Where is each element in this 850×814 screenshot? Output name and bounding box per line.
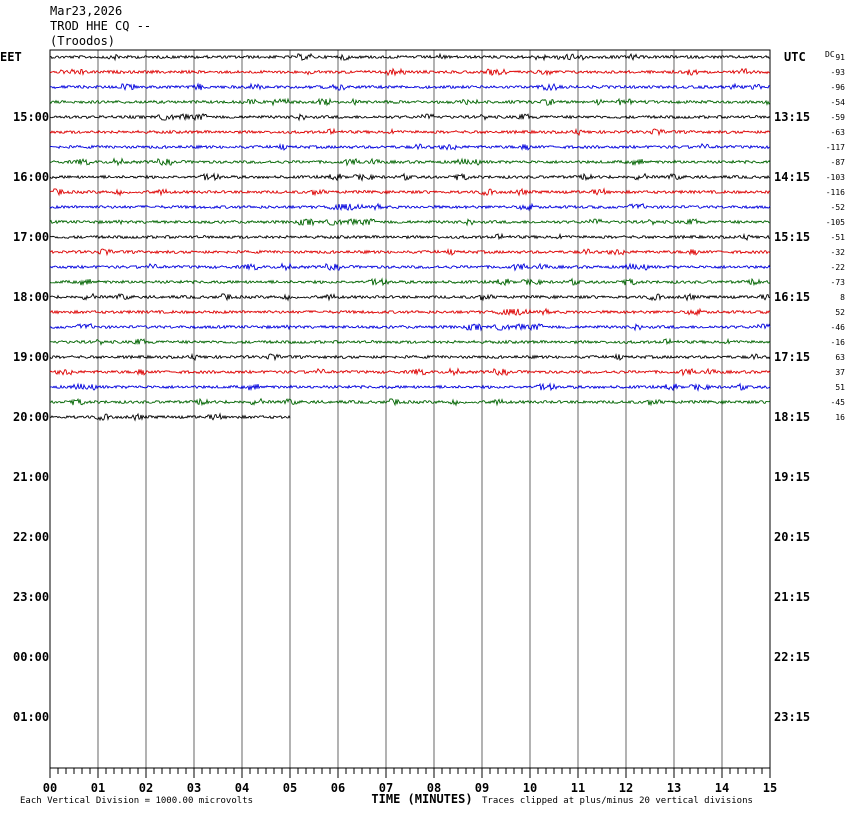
trace-line — [50, 309, 770, 315]
x-tick-label: 02 — [138, 781, 154, 795]
dc-offset: 52 — [835, 308, 845, 317]
dc-offset: -116 — [825, 188, 845, 197]
trace-line — [50, 324, 770, 330]
trace-line — [50, 354, 770, 360]
trace-line — [50, 99, 770, 105]
left-zone-label: EET — [0, 50, 22, 64]
dc-offset: -52 — [830, 203, 845, 212]
clip-note: Traces clipped at plus/minus 20 vertical divisions — [482, 796, 753, 806]
trace-line — [50, 144, 770, 150]
dc-offset: -22 — [830, 263, 845, 272]
trace-line — [50, 219, 770, 225]
right-hour-label: 22:15 — [774, 650, 811, 664]
x-tick-label: 14 — [714, 781, 730, 795]
left-hour-label: 22:00 — [13, 530, 50, 544]
dc-offset: 8 — [840, 293, 845, 302]
seismic-traces — [50, 54, 770, 420]
dc-offset: -59 — [830, 113, 845, 122]
trace-line — [50, 234, 770, 240]
right-zone-label: UTC — [784, 50, 806, 64]
x-tick-label: 12 — [618, 781, 634, 795]
x-tick-label: 00 — [42, 781, 58, 795]
dc-offset: -73 — [830, 278, 845, 287]
x-tick-label: 05 — [282, 781, 298, 795]
x-tick-label: 08 — [426, 781, 442, 795]
left-hour-label: 15:00 — [13, 110, 50, 124]
date-label: Mar23,2026 — [50, 4, 123, 18]
dc-offset: -32 — [830, 248, 845, 257]
right-hour-label: 13:15 — [774, 110, 811, 124]
right-hour-label: 20:15 — [774, 530, 811, 544]
trace-line — [50, 189, 770, 195]
station-label: TROD HHE CQ -- — [50, 19, 152, 33]
right-hour-label: 14:15 — [774, 170, 811, 184]
left-hour-label: 17:00 — [13, 230, 50, 244]
right-hour-label: 23:15 — [774, 710, 811, 724]
x-tick-label: 04 — [234, 781, 250, 795]
x-tick-label: 06 — [330, 781, 346, 795]
dc-offset: 37 — [835, 368, 845, 377]
x-tick-label: 11 — [570, 781, 586, 795]
trace-line — [50, 249, 770, 255]
trace-line — [50, 114, 770, 120]
left-hour-label: 16:00 — [13, 170, 50, 184]
trace-line — [50, 414, 290, 420]
x-tick-label: 03 — [186, 781, 202, 795]
x-tick-label: 15 — [762, 781, 778, 795]
dc-offset: -63 — [830, 128, 845, 137]
location-label: (Troodos) — [50, 34, 116, 48]
dc-offset: 51 — [835, 383, 845, 392]
dc-label: DC — [825, 50, 835, 59]
trace-line — [50, 294, 770, 300]
left-hour-label: 00:00 — [13, 650, 50, 664]
x-tick-label: 09 — [474, 781, 490, 795]
trace-line — [50, 54, 770, 60]
left-hour-label: 21:00 — [13, 470, 50, 484]
dc-offset: -117 — [825, 143, 845, 152]
trace-line — [50, 159, 770, 165]
dc-offset: -103 — [825, 173, 845, 182]
right-hour-label: 17:15 — [774, 350, 811, 364]
dc-offset: -46 — [830, 323, 845, 332]
scale-note: Each Vertical Division = 1000.00 microvolts — [20, 796, 253, 806]
x-tick-label: 07 — [378, 781, 394, 795]
trace-line — [50, 384, 770, 390]
dc-offset: -87 — [830, 158, 845, 167]
dc-offset: -45 — [830, 398, 845, 407]
right-hour-label: 21:15 — [774, 590, 811, 604]
x-tick-label: 01 — [90, 781, 106, 795]
trace-line — [50, 69, 770, 75]
right-hour-label: 19:15 — [774, 470, 811, 484]
trace-line — [50, 399, 770, 405]
x-axis-title: TIME (MINUTES) — [371, 792, 473, 806]
trace-line — [50, 279, 770, 285]
dc-offset: 91 — [835, 53, 845, 62]
trace-line — [50, 264, 770, 270]
trace-line — [50, 204, 770, 210]
dc-offset: -93 — [830, 68, 845, 77]
trace-line — [50, 174, 770, 180]
right-hour-label: 16:15 — [774, 290, 811, 304]
left-hour-label: 23:00 — [13, 590, 50, 604]
trace-line — [50, 84, 770, 90]
trace-line — [50, 369, 770, 375]
minute-grid — [50, 50, 770, 768]
plot-frame — [50, 50, 770, 768]
dc-offset: -96 — [830, 83, 845, 92]
x-tick-label: 13 — [666, 781, 682, 795]
left-hour-label: 18:00 — [13, 290, 50, 304]
dc-offset: -54 — [830, 98, 845, 107]
right-hour-label: 18:15 — [774, 410, 811, 424]
dc-offset: 16 — [835, 413, 845, 422]
left-hour-label: 20:00 — [13, 410, 50, 424]
dc-offset: 63 — [835, 353, 845, 362]
trace-line — [50, 339, 770, 345]
trace-line — [50, 129, 770, 135]
left-hour-label: 01:00 — [13, 710, 50, 724]
dc-offset: -51 — [830, 233, 845, 242]
dc-offset: -16 — [830, 338, 845, 347]
x-tick-label: 10 — [522, 781, 538, 795]
right-hour-label: 15:15 — [774, 230, 811, 244]
left-hour-label: 19:00 — [13, 350, 50, 364]
dc-offset: -105 — [825, 218, 845, 227]
